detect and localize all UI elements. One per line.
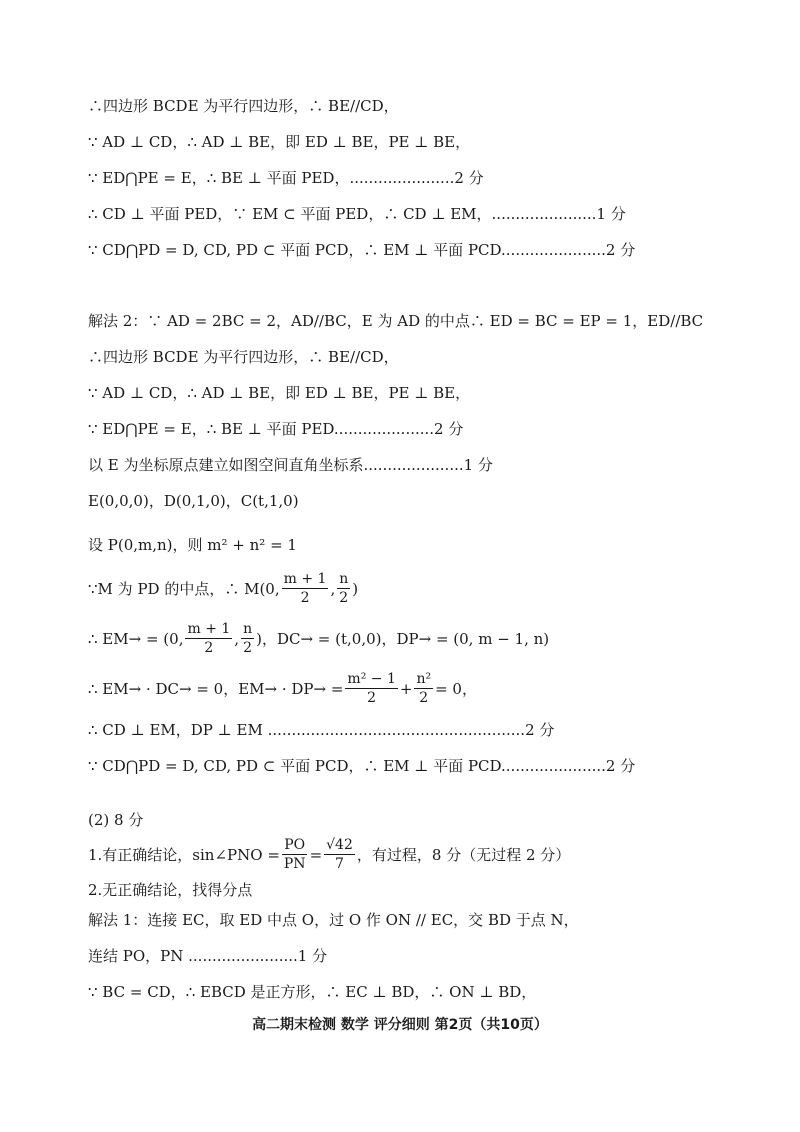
fraction [185, 620, 232, 657]
fraction-numerator: PO [284, 837, 306, 853]
text-line-17: 解法 1：连接 EC，取 ED 中点 O，过 O 作 ON // EC，交 BD 于点 N， [88, 911, 579, 929]
text-line-15: (2) 8 分 [88, 811, 144, 829]
text-line-18: 连结 PO，PN .......................1 分 [88, 947, 328, 965]
vectors-suffix: )，DC→ = (t,0,0)，DP→ = (0, m − 1, n) [256, 630, 550, 648]
fraction [282, 570, 329, 607]
fraction-numerator: m + 1 [283, 571, 327, 587]
fraction [241, 620, 254, 657]
text-line-6: 解法 2：∵ AD = 2BC = 2，AD//BC，E 为 AD 的中点∴ ED = BC = EP = 1，ED//BC [88, 312, 704, 330]
text-line-12: 设 P(0,m,n)，则 m² + n² = 1 [88, 536, 297, 554]
text-line-10: 以 E 为坐标原点建立如图空间直角坐标系.....................1 分 [88, 456, 493, 474]
separator: = [309, 845, 323, 864]
fraction-denominator: 2 [243, 640, 253, 656]
text-line-13: ∴ CD ⊥ EM，DP ⊥ EM ......................................................2 分 [88, 721, 555, 739]
fraction-numerator: m + 1 [187, 621, 231, 637]
separator: , [330, 579, 336, 598]
sin-line [88, 836, 570, 873]
midpoint-prefix: ∵M 为 PD 的中点，∴ M(0, [88, 580, 280, 598]
fraction-numerator: n [339, 571, 349, 587]
text-line-7: ∴四边形 BCDE 为平行四边形，∴ BE//CD， [88, 348, 399, 366]
dot-suffix: = 0， [435, 680, 477, 698]
sin-prefix: 1.有正确结论，sin∠PNO = [88, 846, 280, 864]
dot-product-line [88, 670, 477, 707]
text-line-16: 2.无正确结论，找得分点 [88, 881, 253, 899]
separator: , [234, 629, 240, 648]
vectors-prefix: ∴ EM→ = (0, [88, 629, 184, 648]
fraction-numerator: √42 [326, 837, 353, 853]
text-line-14: ∵ CD⋂PD = D, CD, PD ⊂ 平面 PCD，∴ EM ⊥ 平面 PCD......................2 分 [88, 757, 636, 775]
text-line-8: ∵ AD ⊥ CD，∴ AD ⊥ BE，即 ED ⊥ BE，PE ⊥ BE， [88, 384, 471, 402]
text-line-3: ∵ ED⋂PE = E，∴ BE ⊥ 平面 PED，......................2 分 [88, 169, 484, 187]
fraction [282, 836, 308, 873]
fraction-denominator: 2 [367, 690, 377, 706]
fraction-numerator: n [243, 621, 253, 637]
fraction-numerator: n² [416, 671, 432, 687]
fraction-denominator: 2 [339, 590, 349, 606]
text-line-1: ∴四边形 BCDE 为平行四边形，∴ BE//CD， [88, 97, 399, 115]
fraction [324, 836, 355, 873]
text-line-19: ∵ BC = CD，∴ EBCD 是正方形，∴ EC ⊥ BD，∴ ON ⊥ BD， [88, 983, 537, 1001]
fraction-denominator: 7 [335, 856, 344, 872]
page-footer: 高二期末检测 数学 评分细则 第2页（共10页） [252, 1017, 548, 1033]
sin-suffix: ，有过程，8 分（无过程 2 分） [356, 846, 571, 864]
fraction-numerator: m² − 1 [347, 671, 396, 687]
text-line-2: ∵ AD ⊥ CD，∴ AD ⊥ BE，即 ED ⊥ BE，PE ⊥ BE， [88, 133, 471, 151]
text-line-5: ∵ CD⋂PD = D, CD, PD ⊂ 平面 PCD，∴ EM ⊥ 平面 PCD......................2 分 [88, 241, 636, 259]
fraction [414, 670, 433, 707]
fraction-denominator: 2 [419, 690, 429, 706]
text-line-11: E(0,0,0)，D(0,1,0)，C(t,1,0) [88, 492, 299, 510]
text-line-4: ∴ CD ⊥ 平面 PED，∵ EM ⊂ 平面 PED，∴ CD ⊥ EM，......................1 分 [88, 205, 626, 223]
text-line-9: ∵ ED⋂PE = E，∴ BE ⊥ 平面 PED.....................2 分 [88, 420, 464, 438]
fraction-denominator: 2 [204, 640, 214, 656]
vectors-line [88, 620, 549, 657]
dot-prefix: ∴ EM→ · DC→ = 0，EM→ · DP→ = [88, 680, 344, 698]
fraction [337, 570, 350, 607]
midpoint-line [88, 570, 358, 607]
separator: + [399, 679, 413, 698]
fraction-denominator: 2 [300, 590, 310, 606]
midpoint-suffix: ) [352, 579, 359, 598]
fraction [345, 670, 397, 707]
fraction-denominator: PN [283, 856, 306, 872]
